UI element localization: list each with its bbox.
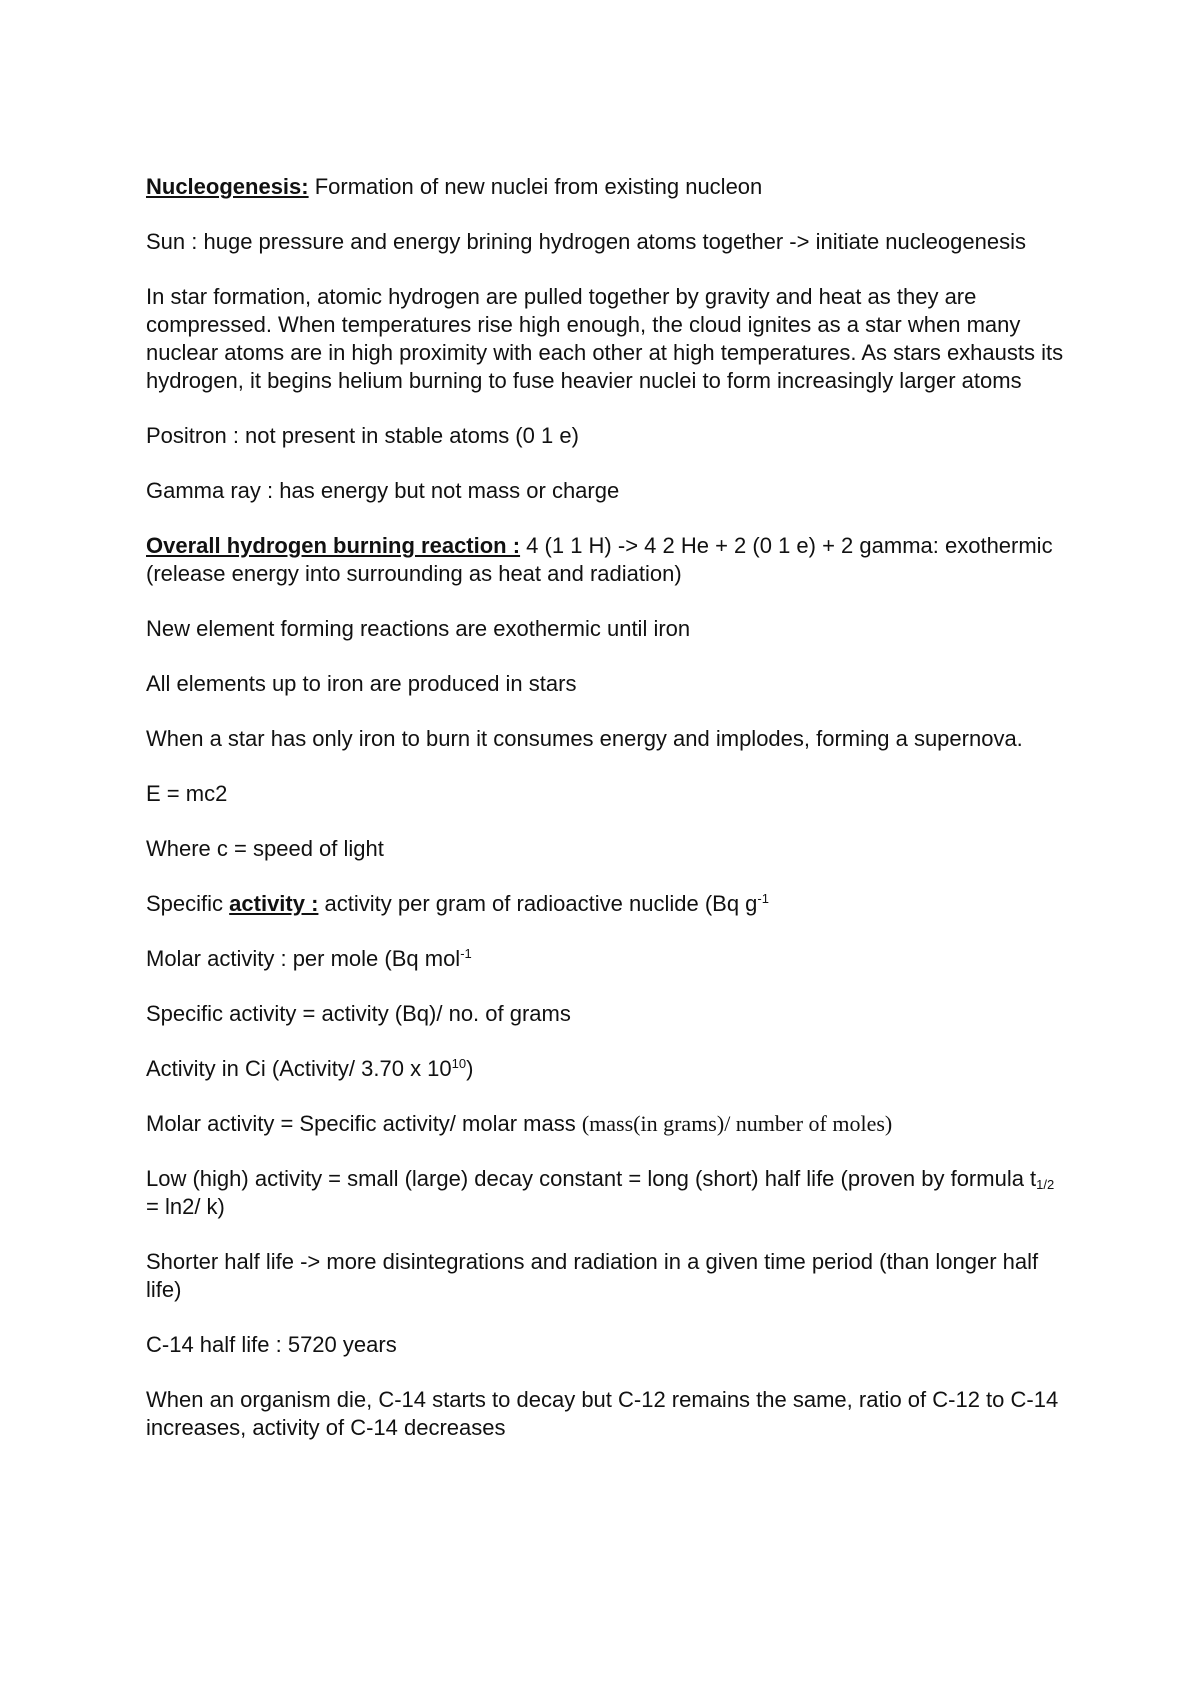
paragraph-gamma-ray (146, 477, 1066, 505)
document-page (146, 173, 1066, 1469)
paragraph-specific-activity (146, 890, 1066, 918)
paragraph-text: 4 (1 1 H) -> 4 2 He + 2 (0 1 e) + 2 gamma: exothermic (release energy into surrounding as heat and radiation) (146, 533, 1053, 586)
paragraph-molar-activity-formula (146, 1110, 1066, 1138)
term-activity: activity : (229, 891, 319, 916)
paragraph-speed-of-light (146, 835, 1066, 863)
paragraph-c14-half-life (146, 1331, 1066, 1359)
paragraph-suffix: = ln2/ k) (146, 1194, 225, 1219)
paragraph-supernova (146, 725, 1066, 753)
paragraph-specific-activity-formula (146, 1000, 1066, 1028)
term-nucleogenesis: Nucleogenesis: (146, 174, 309, 199)
paragraph-positron (146, 422, 1066, 450)
paragraph-emc2 (146, 780, 1066, 808)
paragraph-prefix: Specific (146, 891, 230, 916)
paragraph-elements-up-to-iron (146, 670, 1066, 698)
paragraph-exothermic-until-iron (146, 615, 1066, 643)
paragraph-text: Formation of new nuclei from existing nucleon (308, 174, 763, 199)
paragraph-text: When an organism die, C-14 starts to decay but C-12 remains the same, ratio of C-12 to C-14 increases, activity of C-14 decreases (146, 1387, 1059, 1440)
paragraph-text: Shorter half life -> more disintegrations and radiation in a given time period (than longer half life) (146, 1249, 1039, 1302)
paragraph-shorter-half-life (146, 1248, 1066, 1304)
paragraph-text: Gamma ray : has energy but not mass or charge (146, 478, 620, 503)
paragraph-text: When a star has only iron to burn it consumes energy and implodes, forming a supernova. (146, 726, 1023, 751)
term-hydrogen-burning: Overall hydrogen burning reaction : (146, 533, 521, 558)
paragraph-activity-in-ci (146, 1055, 1066, 1083)
paragraph-text: Molar activity = Specific activity/ molar mass (146, 1111, 582, 1136)
paragraph-sun (146, 228, 1066, 256)
paragraph-serif-text: (mass(in grams)/ number of moles) (581, 1111, 893, 1136)
paragraph-text: Low (high) activity = small (large) decay constant = long (short) half life (proven by formula t (146, 1166, 1037, 1191)
superscript: 10 (451, 1056, 467, 1071)
paragraph-text: Activity in Ci (Activity/ 3.70 x 10 (146, 1056, 452, 1081)
paragraph-text: E = mc2 (146, 781, 228, 806)
subscript: 1/2 (1036, 1177, 1055, 1192)
superscript: -1 (460, 946, 472, 961)
paragraph-text: Specific activity = activity (Bq)/ no. of grams (146, 1001, 571, 1026)
paragraph-molar-activity (146, 945, 1066, 973)
superscript: -1 (757, 891, 769, 906)
paragraph-half-life-relation (146, 1165, 1066, 1221)
paragraph-hydrogen-burning (146, 532, 1066, 588)
paragraph-text: New element forming reactions are exothermic until iron (146, 616, 691, 641)
paragraph-nucleogenesis (146, 173, 1066, 201)
paragraph-text: Positron : not present in stable atoms (0 1 e) (146, 423, 579, 448)
paragraph-star-formation (146, 283, 1066, 395)
paragraph-text: Where c = speed of light (146, 836, 384, 861)
paragraph-text: activity per gram of radioactive nuclide (Bq g (318, 891, 758, 916)
paragraph-text: All elements up to iron are produced in stars (146, 671, 577, 696)
paragraph-text: In star formation, atomic hydrogen are pulled together by gravity and heat as they are compressed. When temperatures rise high enough, the cloud ignites as a star when many nuclear atoms are in high proximity with each other at high temperatures. As stars exhausts its hydrogen, it begins helium burning to fuse heavier nuclei to form increasingly larger atoms (146, 284, 1064, 393)
paragraph-text: Molar activity : per mole (Bq mol (146, 946, 461, 971)
paragraph-text: Sun : huge pressure and energy brining hydrogen atoms together -> initiate nucleogenesis (146, 229, 1026, 254)
paragraph-organism-decay (146, 1386, 1066, 1442)
paragraph-suffix: ) (466, 1056, 474, 1081)
paragraph-text: C-14 half life : 5720 years (146, 1332, 397, 1357)
